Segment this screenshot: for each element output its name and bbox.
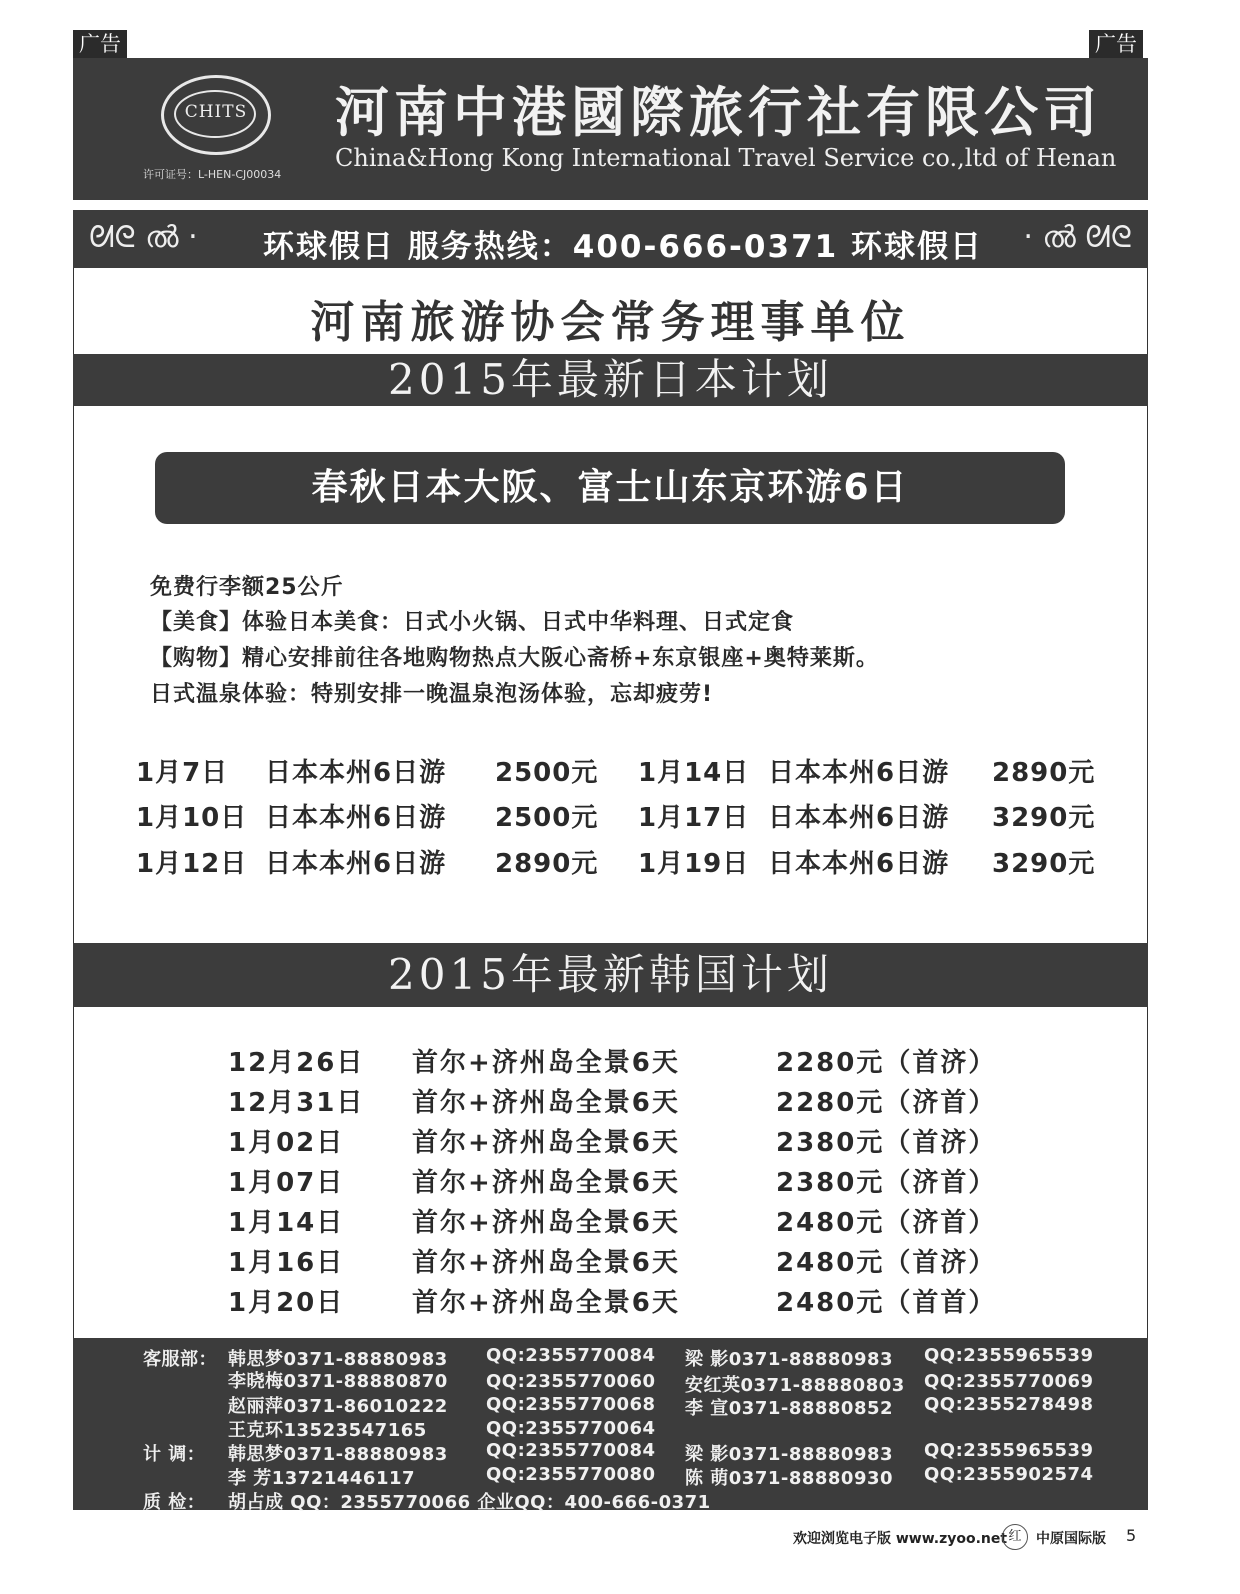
jp-route: 日本本州6日游 xyxy=(768,803,950,833)
kr-price: 2380元（济首） xyxy=(776,1168,997,1198)
kr-date: 12月31日 xyxy=(228,1088,365,1118)
contact-qq: QQ:2355770084 xyxy=(486,1440,656,1461)
contact-qq: QQ:2355770060 xyxy=(486,1371,656,1392)
kr-route: 首尔+济州岛全景6天 xyxy=(412,1288,680,1318)
korea-band: 2015年最新韩国计划 xyxy=(73,943,1148,1007)
ornament-left-icon: ᘛᘓ ൽ ‧ xyxy=(89,220,198,255)
jp-route: 日本本州6日游 xyxy=(265,758,447,788)
page-number: 5 xyxy=(1126,1526,1137,1545)
kr-route: 首尔+济州岛全景6天 xyxy=(412,1248,680,1278)
kr-date: 1月14日 xyxy=(228,1208,345,1238)
hotline-text: 环球假日 服务热线：400-666-0371 环球假日 xyxy=(262,229,983,265)
footer-welcome: 欢迎浏览电子版 www.zyoo.net xyxy=(793,1531,1008,1547)
jp-route: 日本本州6日游 xyxy=(768,758,950,788)
contact-qq: QQ:2355770080 xyxy=(486,1464,656,1485)
kr-date: 1月07日 xyxy=(228,1168,345,1198)
kr-route: 首尔+济州岛全景6天 xyxy=(412,1128,680,1158)
contact-qq: QQ:2355902574 xyxy=(924,1464,1094,1485)
kr-price: 2380元（首济） xyxy=(776,1128,997,1158)
jp-date: 1月7日 xyxy=(136,758,229,788)
jp-price: 3290元 xyxy=(992,849,1096,879)
kr-route: 首尔+济州岛全景6天 xyxy=(412,1208,680,1238)
license-number: 许可证号：L-HEN-CJ00034 xyxy=(143,168,282,181)
jidiao-label: 计 调： xyxy=(143,1444,206,1465)
logo-text: CHITS xyxy=(184,102,248,122)
contact-name: 李晓梅0371-88880870 xyxy=(228,1371,448,1392)
contact-name: 李 芳13721446117 xyxy=(228,1468,416,1489)
jp-price: 3290元 xyxy=(992,803,1096,833)
jp-route: 日本本州6日游 xyxy=(768,849,950,879)
contact-name: 梁 影0371-88880983 xyxy=(685,1349,894,1370)
zhijian-label: 质 检： xyxy=(143,1492,206,1513)
jp-date: 1月17日 xyxy=(638,803,750,833)
contact-panel xyxy=(73,1338,1148,1513)
kr-price: 2480元（济首） xyxy=(776,1208,997,1238)
jp-price: 2500元 xyxy=(495,758,599,788)
ad-tag-right: 广告 xyxy=(1089,30,1143,58)
japan-tour-title: 春秋日本大阪、富士山东京环游6日 xyxy=(155,452,1065,524)
company-name-en: China&Hong Kong International Travel Service co.,ltd of Henan xyxy=(335,144,1117,172)
kr-route: 首尔+济州岛全景6天 xyxy=(412,1088,680,1118)
jp-route: 日本本州6日游 xyxy=(265,849,447,879)
contact-name: 韩思梦0371-88880983 xyxy=(228,1444,448,1465)
chits-logo xyxy=(161,75,271,155)
jp-date: 1月14日 xyxy=(638,758,750,788)
contact-qq: QQ:2355770064 xyxy=(486,1418,656,1439)
kr-route: 首尔+济州岛全景6天 xyxy=(412,1168,680,1198)
ornament-right-icon: ‧ ൽ ᘛᘓ xyxy=(1023,220,1132,255)
contact-name: 赵丽萍0371-86010222 xyxy=(228,1396,448,1417)
kefu-label: 客服部： xyxy=(143,1349,217,1370)
contact-name: 韩思梦0371-88880983 xyxy=(228,1349,448,1370)
quality-contact: 胡占成 QQ：2355770066 企业QQ：400-666-0371 xyxy=(228,1492,711,1513)
contact-qq: QQ:2355278498 xyxy=(924,1394,1094,1415)
kr-date: 1月16日 xyxy=(228,1248,345,1278)
company-name-cn: 河南中港國際旅行社有限公司 xyxy=(335,81,1102,144)
contact-name: 陈 萌0371-88880930 xyxy=(685,1468,894,1489)
jp-date: 1月19日 xyxy=(638,849,750,879)
jp-price: 2890元 xyxy=(992,758,1096,788)
contact-qq: QQ:2355965539 xyxy=(924,1440,1094,1461)
kr-price: 2480元（首济） xyxy=(776,1248,997,1278)
association-title: 河南旅游协会常务理事单位 xyxy=(310,297,911,348)
contact-name: 王克环13523547165 xyxy=(228,1420,427,1441)
kr-price: 2280元（首济） xyxy=(776,1048,997,1078)
jp-price: 2500元 xyxy=(495,803,599,833)
kr-price: 2480元（首首） xyxy=(776,1288,997,1318)
japan-band: 2015年最新日本计划 xyxy=(73,354,1148,406)
kr-price: 2280元（济首） xyxy=(776,1088,997,1118)
kr-date: 1月02日 xyxy=(228,1128,345,1158)
feature-line: 免费行李额25公斤 xyxy=(150,575,344,600)
jp-price: 2890元 xyxy=(495,849,599,879)
contact-qq: QQ:2355770084 xyxy=(486,1345,656,1366)
contact-name: 梁 影0371-88880983 xyxy=(685,1444,894,1465)
ad-tag-left: 广告 xyxy=(73,30,127,58)
contact-qq: QQ:2355770069 xyxy=(924,1371,1094,1392)
feature-line: 【美食】体验日本美食：日式小火锅、日式中华料理、日式定食 xyxy=(150,610,795,635)
kr-date: 1月20日 xyxy=(228,1288,345,1318)
contact-qq: QQ:2355965539 xyxy=(924,1345,1094,1366)
footer-section: 中原国际版 xyxy=(1036,1531,1106,1547)
jp-date: 1月10日 xyxy=(136,803,248,833)
contact-name: 李 宣0371-88880852 xyxy=(685,1398,894,1419)
contact-qq: QQ:2355770068 xyxy=(486,1394,656,1415)
company-header xyxy=(73,58,1148,200)
jp-date: 1月12日 xyxy=(136,849,248,879)
jp-route: 日本本州6日游 xyxy=(265,803,447,833)
contact-name: 安红英0371-88880803 xyxy=(685,1375,905,1396)
kr-route: 首尔+济州岛全景6天 xyxy=(412,1048,680,1078)
badge-icon: 红 xyxy=(1002,1524,1028,1550)
feature-line: 【购物】精心安排前往各地购物热点大阪心斋桥+东京银座+奥特莱斯。 xyxy=(150,646,879,671)
hotline-bar xyxy=(73,210,1148,268)
feature-line: 日式温泉体验：特别安排一晚温泉泡汤体验，忘却疲劳! xyxy=(150,682,714,707)
kr-date: 12月26日 xyxy=(228,1048,365,1078)
